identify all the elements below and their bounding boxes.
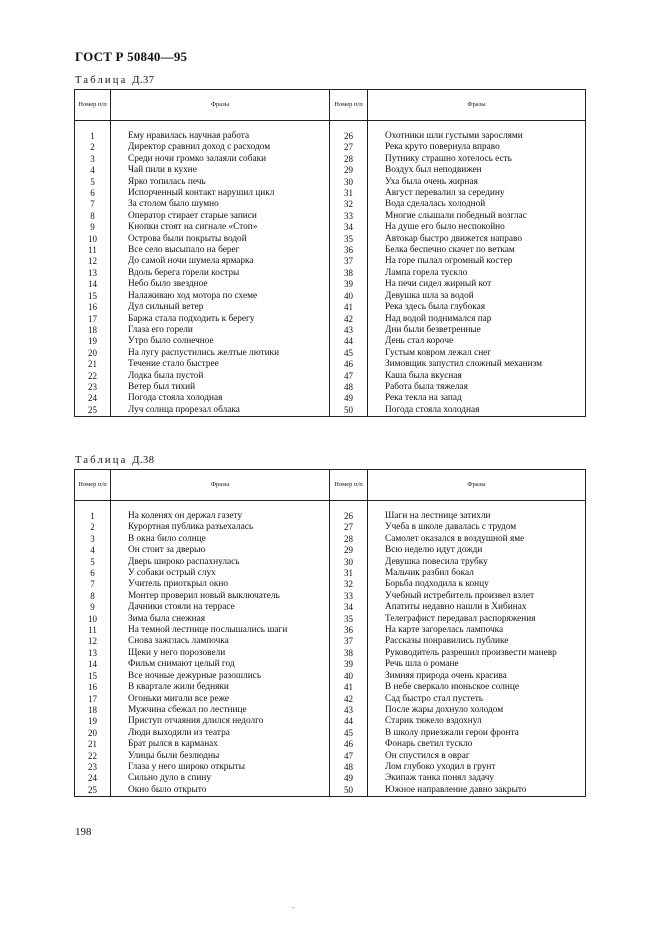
row-phrase: До самой ночи шумела ярмарка [111,256,330,267]
row-number: 43 [330,325,368,336]
row-number: 35 [330,614,368,625]
row-phrase: Всю неделю идут дожди [368,545,586,556]
row-number: 28 [330,154,368,165]
row-phrase: Девушка повесила трубку [368,557,586,568]
table-row [75,625,586,636]
row-number: 12 [75,636,111,647]
row-number: 26 [330,131,368,142]
table-row [75,165,586,176]
table-row [75,279,586,290]
table-spacer-row [75,121,586,132]
table-row [75,534,586,545]
column-header-number: Номер п/п [330,90,368,121]
row-phrase: Глаза у него широко открыты [111,762,330,773]
row-phrase: Острова были покрыты водой [111,234,330,245]
spacer-cell [75,121,111,132]
row-number: 39 [330,279,368,290]
row-phrase: Дачники стояли на террасе [111,602,330,613]
row-number: 39 [330,659,368,670]
table-row [75,739,586,750]
row-number: 22 [75,371,111,382]
row-phrase: Воздух был неподвижен [368,165,586,176]
table-caption-number: Д.38 [132,455,155,466]
table-row [75,268,586,279]
row-phrase: Уха была очень жирная [368,177,586,188]
row-number: 30 [330,177,368,188]
table-row [75,405,586,417]
spacer-cell [368,121,586,132]
row-number: 9 [75,602,111,613]
row-number: 38 [330,648,368,659]
row-number: 2 [75,142,111,153]
row-phrase: Монтер проверил новый выключатель [111,591,330,602]
table-row [75,382,586,393]
row-phrase: Речь шла о романе [368,659,586,670]
row-phrase: Вода сделалась холодной [368,199,586,210]
row-number: 19 [75,336,111,347]
table-row [75,211,586,222]
row-number: 31 [330,568,368,579]
row-phrase: Охотники шли густыми зарослями [368,131,586,142]
row-phrase: Река текла на запад [368,393,586,404]
table-row [75,762,586,773]
table-row [75,336,586,347]
footer-mark: - [292,903,295,912]
row-phrase: Огоньки мигали все реже [111,694,330,705]
table-row [75,359,586,370]
row-number: 1 [75,511,111,522]
row-number: 41 [330,682,368,693]
row-number: 24 [75,393,111,404]
table-caption-d38 [75,455,155,466]
row-number: 47 [330,751,368,762]
row-number: 27 [330,522,368,533]
row-number: 14 [75,659,111,670]
row-phrase: Автокар быстро движется направо [368,234,586,245]
row-number: 10 [75,614,111,625]
row-number: 33 [330,591,368,602]
table-row [75,682,586,693]
table-caption-prefix: Таблица [75,455,128,466]
row-number: 14 [75,279,111,290]
row-number: 7 [75,579,111,590]
table-caption-prefix: Таблица [75,75,128,86]
row-number: 12 [75,256,111,267]
row-phrase: Сильно дуло в спину [111,773,330,784]
table-row [75,222,586,233]
column-header-phrases: Фразы [111,470,330,501]
row-number: 45 [330,728,368,739]
row-phrase: Белка беспечно скачет по веткам [368,245,586,256]
row-phrase: Река круто повернула вправо [368,142,586,153]
row-number: 36 [330,245,368,256]
row-phrase: Лодка была пустой [111,371,330,382]
table-row [75,522,586,533]
spacer-cell [111,501,330,512]
row-number: 35 [330,234,368,245]
table-row [75,671,586,682]
column-header-number: Номер п/п [75,90,111,121]
row-number: 46 [330,739,368,750]
row-phrase: Кнопки стоят на сигнале «Стоп» [111,222,330,233]
row-number: 5 [75,557,111,568]
table-row [75,234,586,245]
row-number: 16 [75,302,111,313]
row-number: 5 [75,177,111,188]
row-number: 26 [330,511,368,522]
table-row [75,256,586,267]
table-row [75,751,586,762]
row-number: 49 [330,393,368,404]
table-row [75,728,586,739]
row-number: 42 [330,314,368,325]
row-phrase: Фильм снимают целый год [111,659,330,670]
row-number: 17 [75,694,111,705]
row-phrase: Течение стало быстрее [111,359,330,370]
row-number: 45 [330,348,368,359]
row-number: 48 [330,382,368,393]
row-number: 22 [75,751,111,762]
row-number: 6 [75,188,111,199]
row-phrase: Вдоль берега горели костры [111,268,330,279]
row-phrase: После жары дохнуло холодом [368,705,586,716]
row-phrase: На горе пылал огромный костер [368,256,586,267]
row-phrase: Погода стояла холодная [368,405,586,417]
table-row [75,371,586,382]
row-number: 1 [75,131,111,142]
row-phrase: Дверь широко распахнулась [111,557,330,568]
row-phrase: В квартале жили бедняки [111,682,330,693]
spacer-cell [75,501,111,512]
row-phrase: За столом было шумно [111,199,330,210]
table-row [75,511,586,522]
row-phrase: Оператор стирает старые записи [111,211,330,222]
row-number: 25 [75,785,111,797]
row-phrase: Телеграфист передавал распоряжения [368,614,586,625]
table-row [75,659,586,670]
row-phrase: Зимняя природа очень красива [368,671,586,682]
table-row [75,568,586,579]
row-phrase: Работа была тяжелая [368,382,586,393]
row-number: 43 [330,705,368,716]
spacer-cell [330,501,368,512]
row-number: 20 [75,348,111,359]
row-phrase: На коленях он держал газету [111,511,330,522]
row-number: 36 [330,625,368,636]
row-number: 34 [330,222,368,233]
row-phrase: Приступ отчаяния длился недолго [111,716,330,727]
row-phrase: Лампа горела тускло [368,268,586,279]
column-header-number: Номер п/п [75,470,111,501]
row-phrase: Испорченный контакт нарушил цикл [111,188,330,199]
phrases-table-d37 [74,89,586,417]
table-body [75,121,586,417]
row-phrase: Луч солнца прорезал облака [111,405,330,417]
row-number: 23 [75,382,111,393]
column-header-number: Номер п/п [330,470,368,501]
table-header-row [75,470,586,501]
table-row [75,557,586,568]
row-number: 27 [330,142,368,153]
row-phrase: Лом глубоко уходил в грунт [368,762,586,773]
row-number: 15 [75,291,111,302]
table-row [75,245,586,256]
column-header-phrases: Фразы [111,90,330,121]
row-number: 3 [75,534,111,545]
row-phrase: В небе сверкало июньское солнце [368,682,586,693]
row-number: 17 [75,314,111,325]
row-number: 8 [75,211,111,222]
row-phrase: Фонарь светил тускло [368,739,586,750]
row-phrase: Щеки у него порозовели [111,648,330,659]
row-number: 41 [330,302,368,313]
row-phrase: Над водой поднимался пар [368,314,586,325]
table-row [75,773,586,784]
row-number: 29 [330,165,368,176]
row-phrase: Мужчина сбежал по лестнице [111,705,330,716]
row-phrase: Многие слышали победный возглас [368,211,586,222]
row-number: 49 [330,773,368,784]
row-number: 30 [330,557,368,568]
row-phrase: Дул сильный ветер [111,302,330,313]
row-number: 32 [330,579,368,590]
row-phrase: Шаги на лестнице затихли [368,511,586,522]
row-number: 31 [330,188,368,199]
row-number: 11 [75,245,111,256]
row-number: 37 [330,256,368,267]
table-row [75,614,586,625]
row-number: 42 [330,694,368,705]
row-phrase: В школу приезжали герои фронта [368,728,586,739]
row-phrase: Сад быстро стал пустеть [368,694,586,705]
row-phrase: Ему нравилась научная работа [111,131,330,142]
row-number: 13 [75,648,111,659]
row-number: 20 [75,728,111,739]
row-phrase: Погода стояла холодная [111,393,330,404]
row-phrase: Баржа стала подходить к берегу [111,314,330,325]
row-number: 21 [75,359,111,370]
table-row [75,716,586,727]
table-row [75,154,586,165]
row-number: 8 [75,591,111,602]
column-header-phrases: Фразы [368,470,586,501]
row-phrase: Рассказы понравились публике [368,636,586,647]
row-phrase: На душе его было неспокойно [368,222,586,233]
row-phrase: День стал короче [368,336,586,347]
table-row [75,177,586,188]
table-row [75,602,586,613]
row-number: 40 [330,291,368,302]
row-number: 10 [75,234,111,245]
table-row [75,545,586,556]
row-number: 16 [75,682,111,693]
table-spacer-row [75,501,586,512]
row-phrase: Южное направление давно закрыто [368,785,586,797]
row-phrase: Утро было солнечное [111,336,330,347]
row-number: 40 [330,671,368,682]
row-number: 4 [75,165,111,176]
table-row [75,302,586,313]
row-phrase: Самолет оказался в воздушной яме [368,534,586,545]
row-number: 23 [75,762,111,773]
spacer-cell [368,501,586,512]
table-row [75,325,586,336]
row-phrase: На печи сидел жирный кот [368,279,586,290]
row-phrase: Все село высыпало на берег [111,245,330,256]
row-phrase: Курортная публика разъехалась [111,522,330,533]
table-caption-number: Д.37 [132,75,155,86]
row-phrase: У собаки острый слух [111,568,330,579]
row-phrase: На карте загорелась лампочка [368,625,586,636]
page-number: 198 [75,826,92,838]
row-number: 2 [75,522,111,533]
row-number: 33 [330,211,368,222]
row-number: 48 [330,762,368,773]
row-phrase: Руководитель разрешил произвести маневр [368,648,586,659]
row-number: 21 [75,739,111,750]
table-body [75,501,586,797]
row-phrase: Мальчик разбил бокал [368,568,586,579]
row-phrase: Он стоит за дверью [111,545,330,556]
row-phrase: На лугу распустились желтые лютики [111,348,330,359]
row-phrase: Путнику страшно хотелось есть [368,154,586,165]
row-phrase: Экипаж танка понял задачу [368,773,586,784]
table-row [75,348,586,359]
row-phrase: Река здесь была глубокая [368,302,586,313]
row-phrase: Апатиты недавно нашли в Хибинах [368,602,586,613]
phrases-table-d38 [74,469,586,797]
row-number: 24 [75,773,111,784]
row-phrase: Улицы были безлюдны [111,751,330,762]
table-row [75,291,586,302]
row-phrase: Ярко топилась печь [111,177,330,188]
row-phrase: Старик тяжело вздохнул [368,716,586,727]
row-phrase: Борьба подходила к концу [368,579,586,590]
row-number: 44 [330,336,368,347]
table-caption-d37 [75,75,155,86]
table-row [75,393,586,404]
row-number: 18 [75,325,111,336]
row-number: 47 [330,371,368,382]
row-phrase: Чай пили в кухне [111,165,330,176]
row-number: 9 [75,222,111,233]
table-row [75,705,586,716]
table-row [75,785,586,797]
row-number: 38 [330,268,368,279]
row-number: 50 [330,785,368,797]
row-number: 34 [330,602,368,613]
row-phrase: Девушка шла за водой [368,291,586,302]
row-number: 29 [330,545,368,556]
spacer-cell [111,121,330,132]
row-number: 25 [75,405,111,417]
row-number: 18 [75,705,111,716]
row-phrase: В окна било солнце [111,534,330,545]
row-number: 4 [75,545,111,556]
row-phrase: Август перевалил за середину [368,188,586,199]
row-phrase: Дни были безветренные [368,325,586,336]
row-number: 32 [330,199,368,210]
table-row [75,142,586,153]
document-code-header: ГОСТ Р 50840—95 [75,49,188,64]
row-phrase: Зима была снежная [111,614,330,625]
row-phrase: Учитель приоткрыл окно [111,579,330,590]
table-row [75,694,586,705]
row-number: 6 [75,568,111,579]
row-phrase: Ветер был тихий [111,382,330,393]
row-phrase: Учебный истребитель произвел взлет [368,591,586,602]
table-row [75,591,586,602]
row-number: 11 [75,625,111,636]
table-row [75,188,586,199]
row-phrase: Он спустился в овраг [368,751,586,762]
row-phrase: Окно было открыто [111,785,330,797]
row-phrase: Директор сравнил доход с расходом [111,142,330,153]
row-number: 46 [330,359,368,370]
row-phrase: На темной лестнице послышались шаги [111,625,330,636]
row-number: 50 [330,405,368,417]
row-phrase: Каша была вкусная [368,371,586,382]
row-number: 28 [330,534,368,545]
row-number: 13 [75,268,111,279]
row-number: 7 [75,199,111,210]
row-phrase: Снова зажглась лампочка [111,636,330,647]
table-row [75,199,586,210]
row-phrase: Налаживаю ход мотора по схеме [111,291,330,302]
spacer-cell [330,121,368,132]
table-row [75,648,586,659]
row-phrase: Все ночные дежурные разошлись [111,671,330,682]
row-phrase: Небо было звездное [111,279,330,290]
table-header-row [75,90,586,121]
row-number: 3 [75,154,111,165]
row-number: 19 [75,716,111,727]
row-phrase: Люди выходили из театра [111,728,330,739]
row-phrase: Густым ковром лежал снег [368,348,586,359]
row-phrase: Зимовщик запустил сложный механизм [368,359,586,370]
table-row [75,636,586,647]
row-phrase: Среди ночи громко залаяли собаки [111,154,330,165]
row-number: 44 [330,716,368,727]
row-number: 15 [75,671,111,682]
row-number: 37 [330,636,368,647]
row-phrase: Глаза его горели [111,325,330,336]
row-phrase: Учеба в школе давалась с трудом [368,522,586,533]
table-row [75,131,586,142]
row-phrase: Брат рылся в карманах [111,739,330,750]
table-row [75,314,586,325]
column-header-phrases: Фразы [368,90,586,121]
table-row [75,579,586,590]
